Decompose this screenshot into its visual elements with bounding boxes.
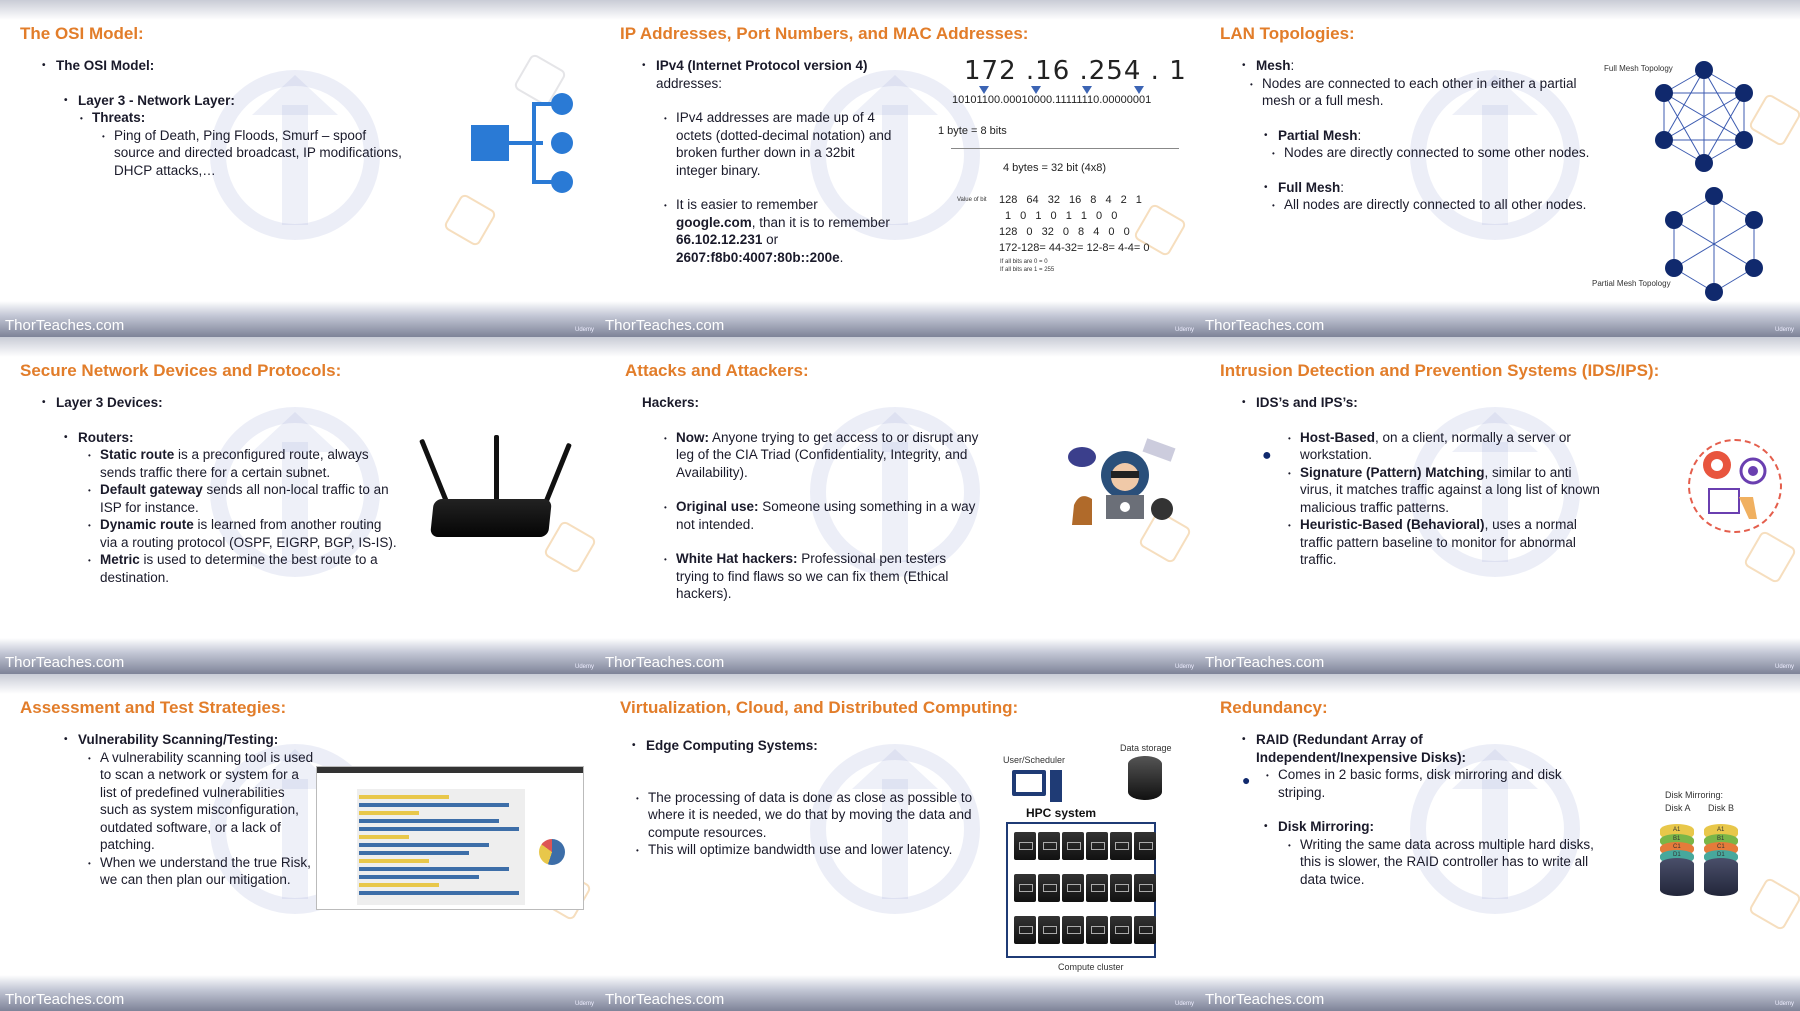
- udemy-logo: Udemy: [574, 1001, 594, 1007]
- udemy-logo: Udemy: [574, 664, 594, 670]
- hex-decoration: [1748, 877, 1800, 932]
- bullet-heading: • The OSI Model:: [42, 57, 402, 75]
- bit-row-1: 1 0 1 0 1 1 0 0: [1005, 210, 1118, 222]
- slide-footer: [0, 638, 600, 674]
- elephant-icon: ●: [1242, 772, 1251, 788]
- slide-title: Assessment and Test Strategies:: [20, 698, 287, 717]
- slide-content: • RAID (Redundant Array of Independent/Inexpensive Disks): • Comes in 2 basic forms, disk mirroring and disk striping. • Disk Mirroring: • Writing the same data across multiple hard disks, this is slower, the RAID controller has to write all data twice.: [1242, 731, 1602, 888]
- slide-title: Intrusion Detection and Prevention Systems (IDS/IPS):: [1220, 361, 1660, 380]
- bullet-text: • Ping of Death, Ping Floods, Smurf – spoof source and directed broadcast, IP modifications, DHCP attacks,…: [100, 127, 402, 180]
- slide-title: Redundancy:: [1220, 698, 1328, 717]
- slide-content: Hackers: • Now: Anyone trying to get access to or disrupt any leg of the CIA Triad (Confidentiality, Integrity, and Availability). • Original use: Someone using something in a way not intended. • White Hat hackers: Professional pen testers trying to find flaws so we can fix them (Ethical hackers).: [642, 394, 982, 603]
- tower-icon: [1050, 770, 1062, 802]
- bullet-text: addresses:: [656, 75, 723, 91]
- slide-footer: [600, 301, 1200, 337]
- udemy-logo: Udemy: [1774, 664, 1794, 670]
- udemy-logo: Udemy: [1174, 1001, 1194, 1007]
- slide-footer: [600, 638, 1200, 674]
- slide-ids-ips[interactable]: [1200, 337, 1800, 674]
- slide-content: • IDS’s and IPS’s: • Host-Based, on a client, normally a server or workstation. • Signature (Pattern) Matching, similar to anti virus, it matches traffic against a long list of known malicious traffic patterns. • Heuristic-Based (Behavioral), uses a normal traffic pattern baseline to monitor for abnormal traffic.: [1242, 394, 1602, 569]
- user-scheduler-label: User/Scheduler: [1003, 755, 1066, 765]
- hex-decoration: [1743, 530, 1798, 585]
- ip-address-display: 172 .16 .254 . 1: [964, 56, 1187, 86]
- udemy-logo: Udemy: [574, 327, 594, 333]
- binary-address: 10101100.00010000.11111110.00000001: [952, 94, 1152, 106]
- brand-label: ThorTeaches.com: [605, 317, 725, 334]
- bit-row-3: 172-128= 44-32= 12-8= 4-4= 0: [999, 242, 1150, 254]
- udemy-logo: Udemy: [1174, 664, 1194, 670]
- bullet-text: • IPv4 addresses are made up of 4 octets (dotted-decimal notation) and broken further down in a 32bit integer binary.: [662, 109, 892, 179]
- slide-title: The OSI Model:: [20, 24, 144, 43]
- slide-ip-addresses[interactable]: [600, 0, 1200, 337]
- slide-decoration: [600, 0, 1200, 20]
- slide-decoration: [1200, 337, 1800, 357]
- database-icon: [1128, 756, 1162, 800]
- hex-decoration: [443, 193, 498, 248]
- disk-b-label: Disk B: [1708, 803, 1735, 813]
- bracket-line: [951, 148, 1179, 149]
- brand-label: ThorTeaches.com: [1205, 654, 1325, 671]
- disk-a-label: Disk A: [1665, 803, 1691, 813]
- slide-title: Secure Network Devices and Protocols:: [20, 361, 342, 380]
- bit-note: If all bits are 1 = 255: [1000, 267, 1055, 273]
- full-mesh-diagram: [1652, 58, 1772, 178]
- slide-content: [642, 57, 892, 266]
- compute-cluster-label: Compute cluster: [1058, 962, 1124, 972]
- data-storage-label: Data storage: [1120, 743, 1172, 753]
- slide-decoration: [600, 337, 1200, 357]
- hpc-system-label: HPC system: [1026, 806, 1097, 820]
- slide-content: • Layer 3 Devices: • Routers: • Static route is a preconfigured route, always sends traffic there for a certain subnet. • Default gateway sends all non-local traffic to an ISP for instance. • Dynamic route is learned from another routing via a routing protocol (OSPF, EIGRP, BGP, IS-IS). • Metric is used to determine the best route to a destination.: [42, 394, 402, 586]
- disk-mirroring-label: Disk Mirroring:: [1665, 790, 1724, 800]
- bullet-subheading: • Threats:: [78, 109, 402, 127]
- bullet-text: • Nodes are directly connected to some other nodes.: [1270, 144, 1602, 162]
- brand-label: ThorTeaches.com: [5, 654, 125, 671]
- computer-icon: [1012, 770, 1046, 796]
- slide-content: • Vulnerability Scanning/Testing: • A vulnerability scanning tool is used to scan a network or system for a list of predefined vulnerabilities such as system misconfiguration, outdated software, or a lack of patching. • When we understand the true Risk, we can then plan our mitigation.: [64, 731, 314, 889]
- udemy-logo: Udemy: [1774, 327, 1794, 333]
- arrow-down-icon: [1134, 86, 1144, 94]
- bit-row-2: 128 0 32 0 8 4 0 0: [999, 226, 1130, 238]
- slide-lan-topologies[interactable]: [1200, 0, 1800, 337]
- bullet-bold: IPv4 (Internet Protocol version 4): [656, 58, 868, 73]
- bullet-text: • All nodes are directly connected to all other nodes.: [1270, 196, 1602, 214]
- slide-decoration: [600, 674, 1200, 694]
- bytes-label: 4 bytes = 32 bit (4x8): [1003, 162, 1107, 174]
- udemy-logo: Udemy: [1774, 1001, 1794, 1007]
- slide-title: LAN Topologies:: [1220, 24, 1355, 43]
- slide-footer: [0, 301, 600, 337]
- slide-attacks[interactable]: [600, 337, 1200, 674]
- slide-decoration: [0, 337, 600, 357]
- bullet-text: • Nodes are connected to each other in either a partial mesh or a full mesh.: [1248, 75, 1602, 110]
- slide-osi[interactable]: [0, 0, 600, 337]
- brand-label: ThorTeaches.com: [1205, 317, 1325, 334]
- brand-label: ThorTeaches.com: [605, 991, 725, 1008]
- compute-cluster-box: [1006, 822, 1156, 958]
- slide-decoration: [0, 0, 600, 20]
- slide-footer: [1200, 301, 1800, 337]
- gear-eye-icon: [1695, 445, 1775, 525]
- brand-label: ThorTeaches.com: [5, 317, 125, 334]
- scanner-screenshot: [316, 766, 584, 910]
- slide-content: • Edge Computing Systems: • The processing of data is done as close as possible to where it is needed, we do that by moving the data and compute resources. • This will optimize bandwidth use and lower latency.: [632, 737, 982, 859]
- slide-footer: [1200, 975, 1800, 1011]
- hex-decoration: [543, 520, 598, 575]
- udemy-logo: Udemy: [1174, 327, 1194, 333]
- byte-label: 1 byte = 8 bits: [938, 125, 1007, 137]
- slide-content: [42, 57, 402, 179]
- elephant-icon: ●: [1262, 447, 1272, 464]
- bit-note: If all bits are 0 = 0: [1000, 259, 1048, 265]
- slide-footer: [600, 975, 1200, 1011]
- slide-redundancy[interactable]: Redundancy: • RAID (Redundant Array of Independent/Inexpensive Disks): • Comes in 2 basic forms, disk mirroring and disk striping. • Disk Mirroring: • Writing the same data across multiple hard disks, this is slower, the RAID controller has to write all data twice. ● Disk Mirroring: Disk A Disk B A1 B1 C1 D1 A1 B1 C1 D1 ThorTeaches.com Udemy: [1200, 674, 1800, 1011]
- topology-label: Full Mesh Topology: [1604, 64, 1673, 73]
- slide-footer: [0, 975, 600, 1011]
- brand-label: ThorTeaches.com: [605, 654, 725, 671]
- slide-title: Virtualization, Cloud, and Distributed Computing:: [620, 698, 1019, 717]
- arrow-down-icon: [1031, 86, 1041, 94]
- slide-assessment[interactable]: [0, 674, 600, 1011]
- slide-content: • Mesh: • Nodes are connected to each other in either a partial mesh or a full mesh. • Partial Mesh: • Nodes are directly connected to some other nodes. • Full Mesh: • All nodes are directly connected to all other nodes.: [1242, 57, 1602, 214]
- hacker-icon: [1064, 435, 1184, 535]
- bullet-heading: • Layer 3 - Network Layer:: [64, 92, 402, 110]
- slide-title: Attacks and Attackers:: [625, 361, 809, 380]
- brand-label: ThorTeaches.com: [1205, 991, 1325, 1008]
- slide-title: IP Addresses, Port Numbers, and MAC Addresses:: [620, 24, 1029, 43]
- partial-mesh-diagram: [1662, 186, 1782, 306]
- brand-label: ThorTeaches.com: [5, 991, 125, 1008]
- bullet-text: • It is easier to remember google.com, than it is to remember 66.102.12.231 or 2607:f8b0:4007:80b::200e.: [662, 196, 892, 266]
- bit-values-row: 128 64 32 16 8 4 2 1: [999, 194, 1142, 206]
- arrow-down-icon: [979, 86, 989, 94]
- slide-footer: [1200, 638, 1800, 674]
- slide-decoration: [0, 674, 600, 694]
- value-of-bit-label: Value of bit: [957, 197, 987, 203]
- slide-decoration: [1200, 674, 1800, 694]
- slide-secure-devices[interactable]: [0, 337, 600, 674]
- arrow-down-icon: [1082, 86, 1092, 94]
- topology-label: Partial Mesh Topology: [1592, 279, 1671, 288]
- slide-decoration: [1200, 0, 1800, 20]
- slide-virtualization[interactable]: [600, 674, 1200, 1011]
